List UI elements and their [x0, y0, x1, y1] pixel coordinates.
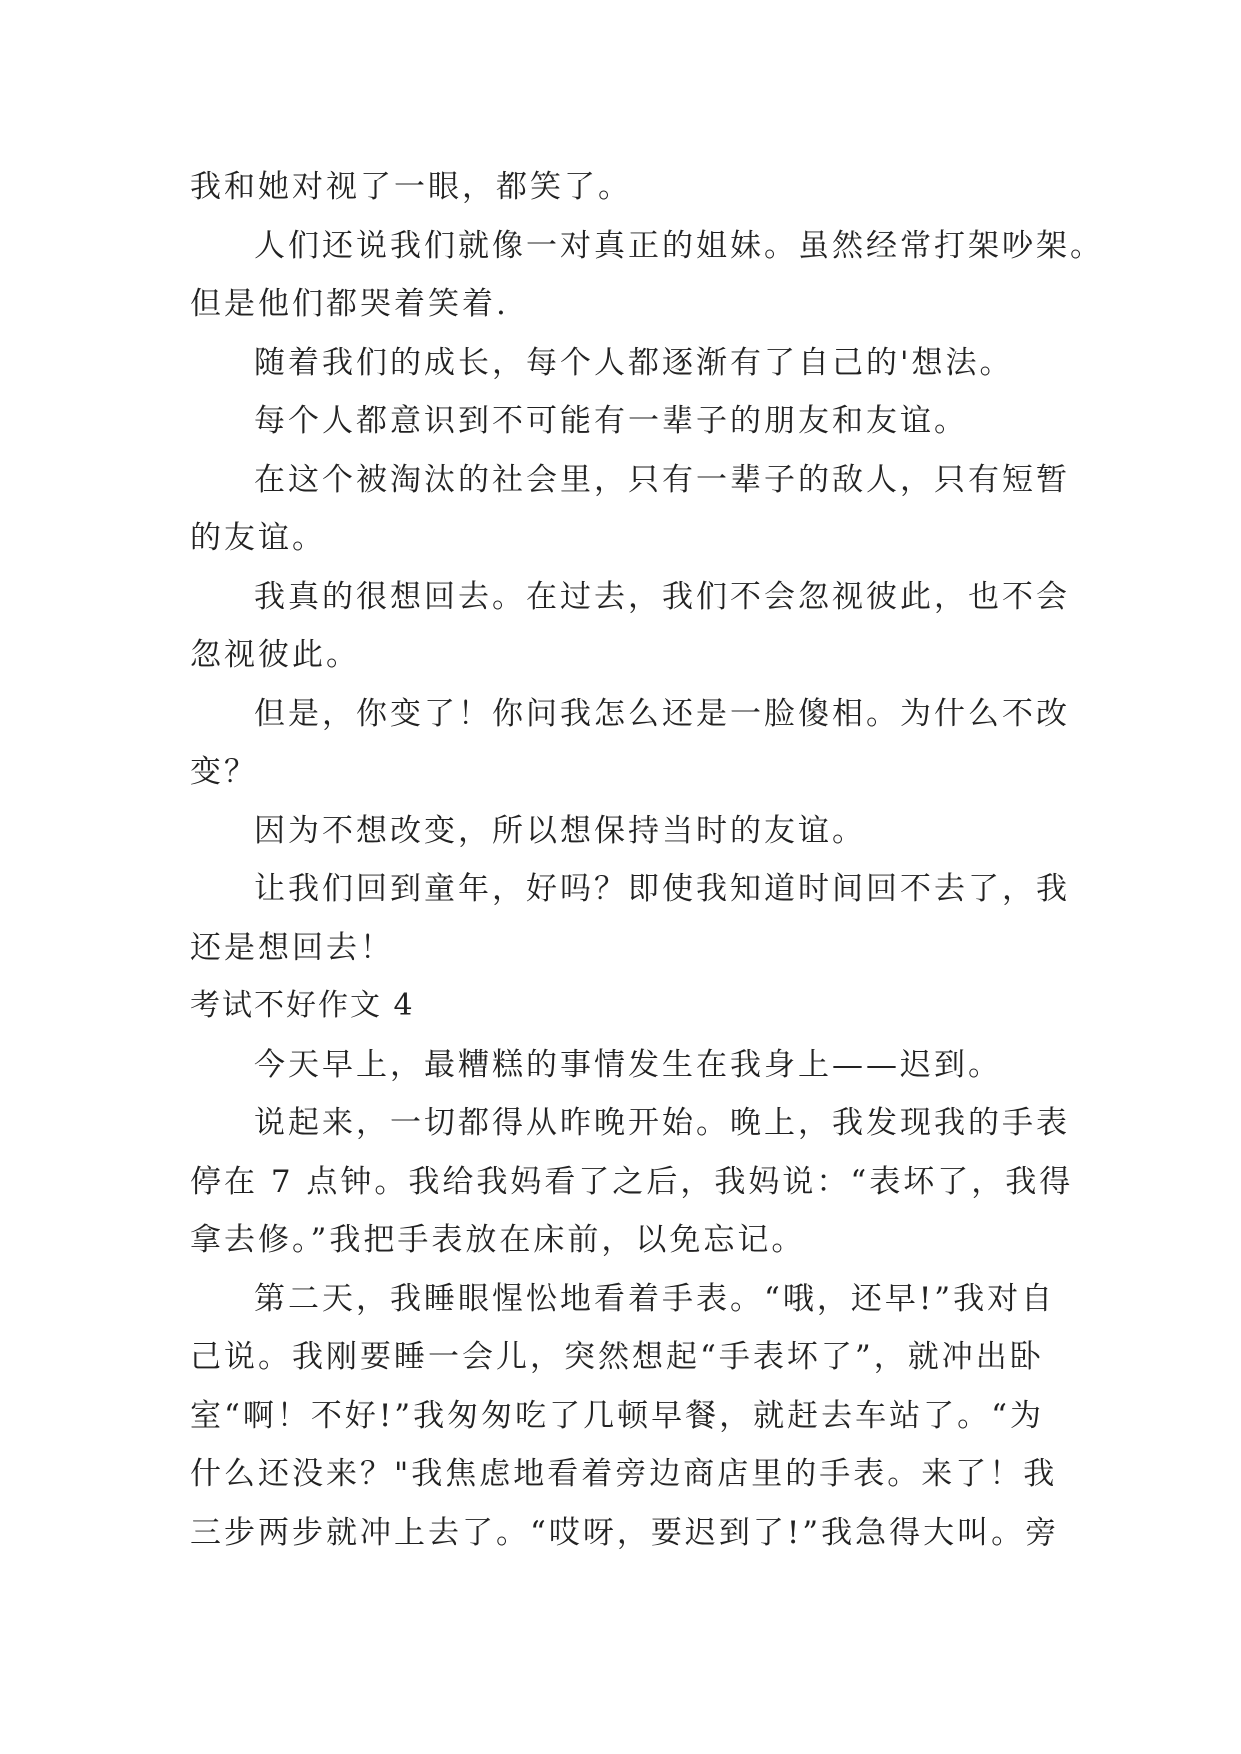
text-line: 我真的很想回去。在过去，我们不会忽视彼此，也不会: [254, 578, 1070, 615]
text-line: 停在 7 点钟。我给我妈看了之后，我妈说：“表坏了，我得: [190, 1163, 1074, 1200]
text-line: 变？: [190, 754, 258, 790]
text-line: 因为不想改变，所以想保持当时的友谊。: [254, 812, 866, 849]
text-line: 己说。我刚要睡一会儿，突然想起“手表坏了”，就冲出卧: [190, 1339, 1044, 1375]
text-line: 让我们回到童年，好吗？即使我知道时间回不去了，我: [254, 871, 1070, 907]
text-line: 室“啊！不好!”我匆匆吃了几顿早餐，就赶去车站了。“为: [190, 1397, 1044, 1434]
text-line: 第二天，我睡眼惺忪地看着手表。“哦，还早!”我对自: [254, 1280, 1056, 1317]
text-line: 忽视彼此。: [190, 637, 360, 673]
text-line: 的友谊。: [190, 520, 326, 556]
text-line: 说起来，一切都得从昨晚开始。晚上，我发现我的手表: [254, 1105, 1070, 1141]
text-line: 随着我们的成长，每个人都逐渐有了自己的'想法。: [254, 344, 1014, 381]
text-line: 每个人都意识到不可能有一辈子的朋友和友谊。: [254, 403, 968, 439]
text-line: 什么还没来？"我焦虑地看着旁边商店里的手表。来了！我: [190, 1456, 1058, 1492]
text-line: 但是，你变了！你问我怎么还是一脸傻相。为什么不改: [254, 695, 1070, 732]
text-line: 三步两步就冲上去了。“哎呀，要迟到了!”我急得大叫。旁: [190, 1514, 1060, 1551]
text-line: 还是想回去！: [190, 929, 394, 966]
text-line: 我和她对视了一眼，都笑了。: [190, 169, 632, 205]
text-line: 今天早上，最糟糕的事情发生在我身上——迟到。: [254, 1046, 1002, 1083]
text-line: 在这个被淘汰的社会里，只有一辈子的敌人，只有短暂: [254, 461, 1070, 498]
text-line: 拿去修。”我把手表放在床前，以免忘记。: [190, 1222, 806, 1258]
text-line: 但是他们都哭着笑着.: [190, 286, 509, 322]
document-body: [190, 158, 1104, 1562]
section-heading: 考试不好作文 4: [190, 988, 415, 1023]
text-line: 人们还说我们就像一对真正的姐妹。虽然经常打架吵架。: [254, 227, 1104, 264]
